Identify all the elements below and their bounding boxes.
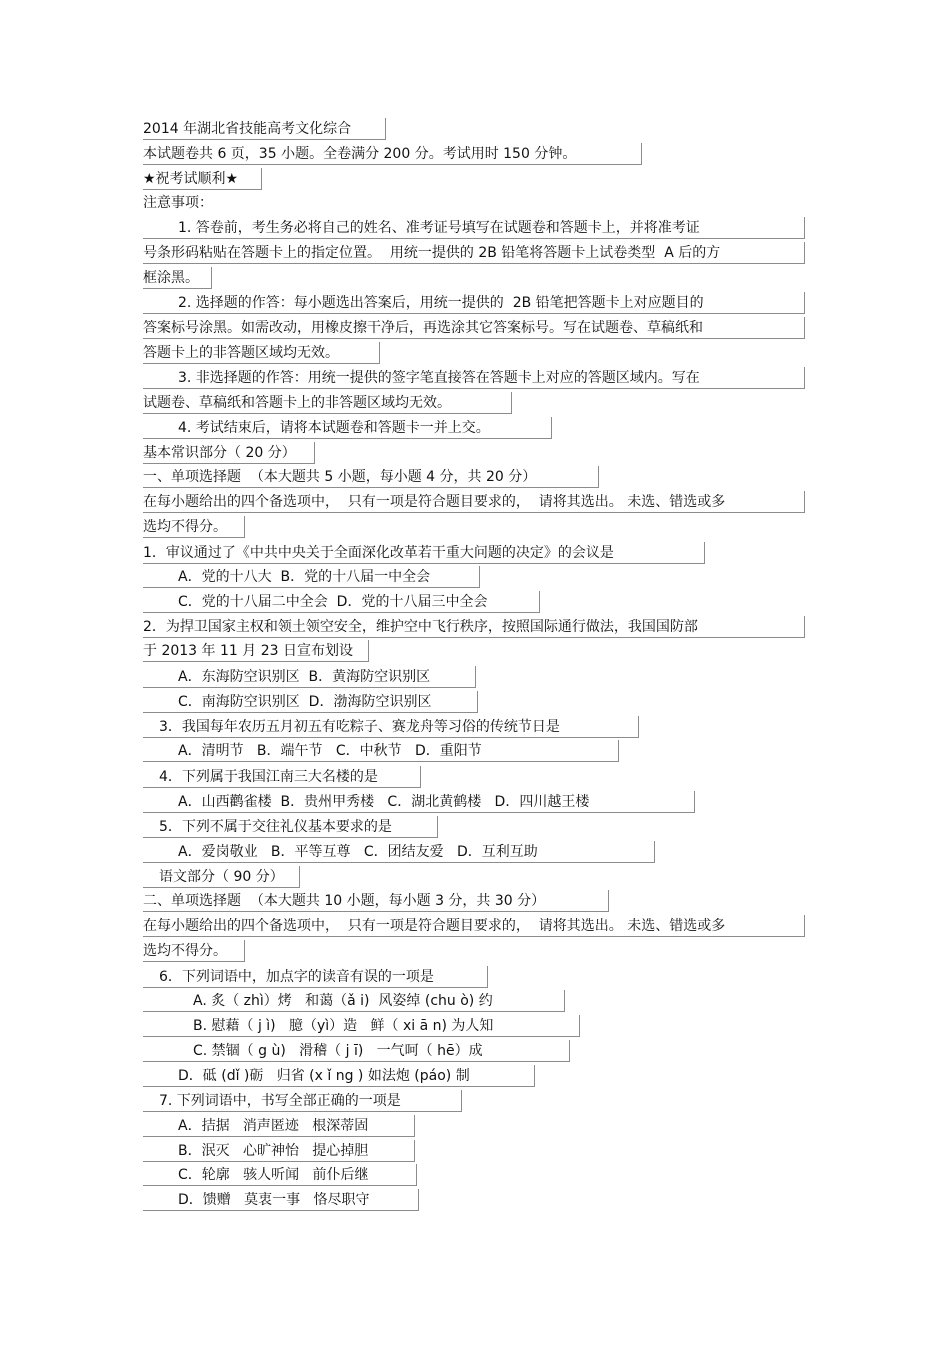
question-stem: 4．下列属于我国江南三大名楼的是: [143, 766, 421, 788]
question-options: A．清明节 B．端午节 C．中秋节 D．重阳节: [143, 740, 619, 762]
notice-item: 3. 非选择题的作答：用统一提供的签字笔直接答在答题卡上对应的答题区域内。写在: [143, 367, 805, 389]
group-instruction-cont: 选均不得分。: [143, 516, 245, 538]
question-option: B．泯灭 心旷神怡 提心掉胆: [143, 1140, 415, 1162]
question-stem: 6．下列词语中，加点字的读音有误的一项是: [143, 966, 488, 988]
group-instruction-cont: 选均不得分。: [143, 940, 245, 962]
exam-info-line: 本试题卷共 6 页，35 小题。全卷满分 200 分。考试用时 150 分钟。: [143, 143, 642, 165]
section-heading-chinese: 语文部分（ 90 分）: [143, 866, 300, 888]
question-stem: 1．审议通过了《中共中央关于全面深化改革若干重大问题的决定》的会议是: [143, 542, 705, 564]
question-stem: 2．为捍卫国家主权和领土领空安全，维护空中飞行秩序，按照国际通行做法，我国国防部: [143, 616, 805, 638]
group-instruction: 在每小题给出的四个备选项中， 只有一项是符合题目要求的， 请将其选出。 未选、错选或多: [143, 915, 805, 937]
question-options: B. 慰藉（ j ì) 臆（yì）造 鲜（ xi ā n) 为人知: [143, 1015, 580, 1037]
question-options: A．山西鹳雀楼 B．贵州甲秀楼 C．湖北黄鹤楼 D．四川越王楼: [143, 791, 695, 813]
question-group-heading: 二、单项选择题 （本大题共 10 小题，每小题 3 分，共 30 分）: [143, 890, 609, 912]
notice-heading: 注意事项：: [143, 195, 213, 211]
good-luck-line: ★祝考试顺利★: [143, 168, 262, 190]
notice-item-cont: 答案标号涂黑。如需改动，用橡皮擦干净后，再选涂其它答案标号。写在试题卷、草稿纸和: [143, 317, 805, 339]
notice-item: 4. 考试结束后，请将本试题卷和答题卡一并上交。: [143, 417, 552, 439]
notice-item-cont: 框涂黑。: [143, 267, 212, 289]
question-option: D．馈赠 莫衷一事 恪尽职守: [143, 1189, 419, 1211]
question-options: A. 炙（ zhì）烤 和蔼（ǎ i) 风姿绰 (chu ò) 约: [143, 990, 565, 1012]
question-stem: 5．下列不属于交往礼仪基本要求的是: [143, 816, 438, 838]
question-group-heading: 一、单项选择题 （本大题共 5 小题，每小题 4 分，共 20 分）: [143, 466, 599, 488]
notice-item: 1. 答卷前，考生务必将自己的姓名、准考证号填写在试题卷和答题卡上，并将准考证: [143, 217, 805, 239]
notice-item-cont: 试题卷、草稿纸和答题卡上的非答题区域均无效。: [143, 392, 512, 414]
question-options: A．爱岗敬业 B．平等互尊 C．团结友爱 D．互利互助: [143, 841, 655, 863]
group-instruction: 在每小题给出的四个备选项中， 只有一项是符合题目要求的， 请将其选出。 未选、错选或多: [143, 491, 805, 513]
notice-item-cont: 号条形码粘贴在答题卡上的指定位置。 用统一提供的 2B 铅笔将答题卡上试卷类型 A 后的方: [143, 242, 805, 264]
notice-item: 2. 选择题的作答：每小题选出答案后，用统一提供的 2B 铅笔把答题卡上对应题目的: [143, 292, 805, 314]
question-options: A．东海防空识别区 B．黄海防空识别区: [143, 666, 476, 688]
question-options: C．党的十八届二中全会 D．党的十八届三中全会: [143, 591, 540, 613]
question-options: C．南海防空识别区 D．渤海防空识别区: [143, 691, 478, 713]
question-stem: 7. 下列词语中，书写全部正确的一项是: [143, 1090, 462, 1112]
question-option: A．拮据 消声匿迹 根深蒂固: [143, 1115, 415, 1137]
notice-item-cont: 答题卡上的非答题区域均无效。: [143, 342, 380, 364]
question-options: A．党的十八大 B．党的十八届一中全会: [143, 566, 480, 588]
section-heading-basic: 基本常识部分（ 20 分）: [143, 442, 315, 464]
exam-title: 2014 年湖北省技能高考文化综合: [143, 118, 386, 140]
question-stem-cont: 于 2013 年 11 月 23 日宣布划设: [143, 640, 369, 662]
question-option: C．轮廓 骇人听闻 前仆后继: [143, 1164, 417, 1186]
question-stem: 3．我国每年农历五月初五有吃粽子、赛龙舟等习俗的传统节日是: [143, 716, 639, 738]
question-options: C. 禁锢（ g ù) 滑稽（ j ī) 一气呵（ hē）成: [143, 1040, 570, 1062]
question-options: D．砥 (dǐ )砺 归省 (x ǐ ng ) 如法炮 (páo) 制: [143, 1065, 535, 1087]
